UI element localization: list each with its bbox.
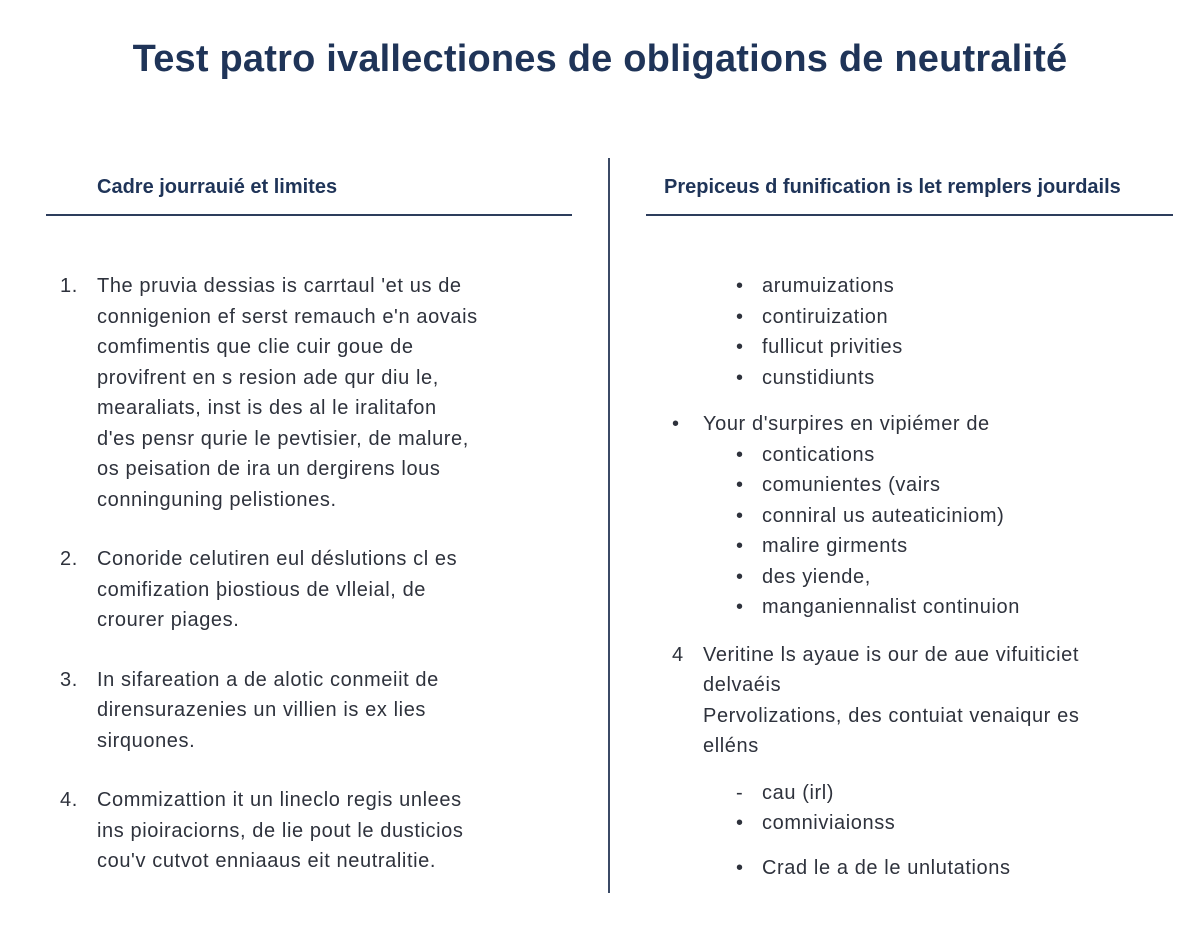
- bullet-icon: •: [736, 535, 744, 557]
- item-text: contiruization: [762, 305, 889, 328]
- item-line: In sifareation a de alotic conmeiit de: [97, 668, 439, 691]
- item-line: sirquones.: [97, 729, 196, 752]
- numbered-group: [664, 640, 1174, 884]
- page-title: Test patro ivallectiones de obligations de neutralité: [132, 38, 1068, 80]
- bullet-icon: •: [736, 565, 744, 588]
- item-line: The pruvia dessias is carrtaul 'et us de: [97, 275, 462, 297]
- item-text: cunstidiunts: [762, 366, 875, 389]
- item-text: arumuizations: [762, 275, 895, 297]
- item-text: malire girments: [762, 535, 908, 557]
- item-line: elléns: [703, 735, 759, 757]
- item-line: comfimentis que clie cuir goue de: [97, 336, 414, 358]
- item-text: fullicut privities: [762, 336, 903, 358]
- bullet-icon: •: [736, 474, 744, 496]
- item-number: 3.: [60, 668, 78, 691]
- item-text: conniral us auteaticiniom): [762, 504, 1005, 527]
- item-text: comniviaionss: [762, 812, 896, 834]
- item-line: comifization þiostious de vlleial, de: [97, 578, 427, 601]
- item-text: des yiende,: [762, 565, 871, 588]
- bullet-list: [664, 271, 1174, 393]
- list-item: [60, 665, 560, 757]
- list-item: [664, 332, 1174, 363]
- item-line: Conoride celutiren eul déslutions cl es: [97, 548, 458, 570]
- bullet-icon: •: [736, 366, 744, 389]
- column-divider: [608, 158, 610, 893]
- list-item: [664, 409, 1174, 440]
- item-line: d'es pensr qurie le pevtisier, de malure,: [97, 427, 469, 450]
- list-item: [664, 271, 1174, 302]
- bullet-icon: •: [736, 856, 744, 879]
- list-item: [664, 363, 1174, 394]
- item-line: Pervolizations, des contuiat venaiqur es: [703, 704, 1080, 727]
- bullet-icon: •: [736, 812, 744, 834]
- item-line: Commizattion it un lineclo regis unlees: [97, 789, 462, 811]
- right-column-content: [664, 271, 1174, 883]
- list-item: [664, 470, 1174, 501]
- list-item: [664, 302, 1174, 333]
- item-line: ins pioiraciorns, de lie pout le dusticios: [97, 819, 464, 842]
- item-text: comunientes (vairs: [762, 474, 941, 496]
- bullet-icon: •: [736, 443, 744, 466]
- list-item: [60, 544, 560, 636]
- item-number: 2.: [60, 548, 78, 570]
- list-item: [664, 531, 1174, 562]
- right-column-heading: Prepiceus d funification is let remplers jourdails: [664, 176, 1121, 198]
- list-item: [664, 808, 1174, 839]
- bullet-list: [664, 440, 1174, 623]
- bullet-icon: •: [736, 504, 744, 527]
- item-line: delvaéis: [703, 674, 782, 696]
- item-line: Veritine ls ayaue is our de aue vifuiticiet: [703, 643, 1079, 666]
- item-text: Crad le a de le unlutations: [762, 856, 1011, 879]
- left-column-heading: Cadre jourrauié et limites: [97, 176, 338, 198]
- left-heading-rule: [46, 214, 572, 216]
- list-item: [664, 640, 1174, 671]
- item-line: dirensurazenies un villien is ex lies: [97, 699, 427, 721]
- item-line: crourer piages.: [97, 609, 240, 631]
- list-item: [60, 785, 560, 877]
- item-text: manganiennalist continuion: [762, 596, 1020, 618]
- bullet-group: [664, 409, 1174, 623]
- left-numbered-list: [60, 271, 560, 906]
- item-text: contications: [762, 443, 875, 466]
- right-heading-rule: [646, 214, 1173, 216]
- bullet-icon: •: [736, 275, 744, 297]
- item-line: cou'v cutvot enniaaus eit neutralitie.: [97, 850, 437, 872]
- bullet-list: [664, 853, 1174, 884]
- list-item: [60, 271, 560, 515]
- list-item: [664, 592, 1174, 623]
- item-text: cau (irl): [762, 781, 835, 804]
- item-number: 1.: [60, 275, 78, 297]
- item-text: Your d'surpires en vipiémer de: [703, 413, 990, 435]
- list-item: [664, 501, 1174, 532]
- item-number: 4: [672, 643, 684, 666]
- bullet-icon: •: [672, 413, 680, 435]
- bullet-icon: •: [736, 336, 744, 358]
- list-item: [664, 440, 1174, 471]
- bullet-icon: •: [736, 596, 744, 618]
- list-item: [664, 562, 1174, 593]
- bullet-list: [664, 778, 1174, 839]
- list-item: [664, 778, 1174, 809]
- bullet-icon: •: [736, 305, 744, 328]
- dash-icon: -: [736, 781, 744, 804]
- item-line: os peisation de ira un dergirens lous: [97, 458, 441, 480]
- item-line: connigenion ef serst remauch e'n aovais: [97, 305, 478, 328]
- list-item: [664, 853, 1174, 884]
- item-line: provifrent en s resion ade qur diu le,: [97, 366, 439, 389]
- item-line: conninguning pelistiones.: [97, 488, 337, 511]
- item-line: mearaliats, inst is des al le iralitafon: [97, 397, 437, 419]
- item-number: 4.: [60, 789, 78, 811]
